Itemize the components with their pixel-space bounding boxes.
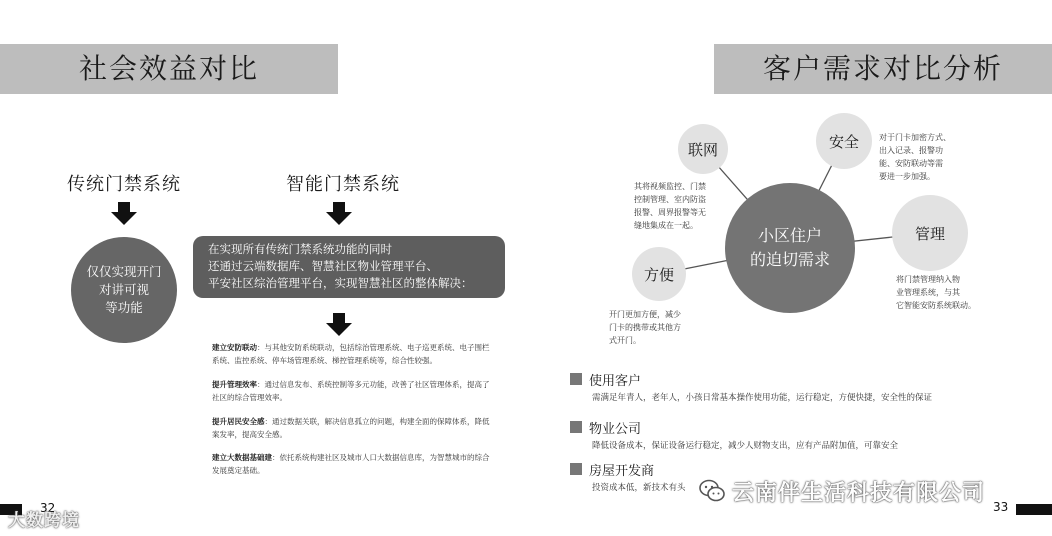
feature-title: 建立安防联动 [212,343,257,352]
feature-text: ：通过信息发布、系统控制等多元功能，改善了社区管理体系，提高了社区的综合管理效率。 [212,380,490,402]
note-management [896,273,976,312]
customer-desc: 降低设备成本，保证设备运行稳定，减少人财物支出，应有产品附加值，可靠安全 [592,441,899,451]
feature-title: 建立大数据基础建 [212,453,272,462]
feature-text: ：依托系统构建社区及城市人口大数据信息库，为智慧城市的综合发展奠定基础。 [212,453,490,475]
note-line: 开门更加方便，减少 [609,310,681,319]
feature-management-efficiency [212,378,492,404]
feature-title: 提升管理效率 [212,380,257,389]
note-line: 对于门卡加密方式、 [879,133,951,142]
resident-demand-circle [725,183,855,313]
square-bullet-icon [570,373,582,385]
page-number-mark [1016,504,1052,515]
note-line: 式开门。 [609,336,641,345]
wechat-icon [698,478,726,504]
note-line: 出入记录、报警功 [879,146,943,155]
note-security [879,131,951,183]
note-line: 报警、周界报警等无 [634,208,706,217]
page-number: 32 [40,501,56,515]
note-line: 能、安防联动等需 [879,159,943,168]
summary-line: 平安社区综治管理平台，实现智慧社区的整体解决： [208,276,473,290]
note-line: 缝地集成在一起。 [634,221,698,230]
circle-line: 等功能 [105,300,143,315]
traditional-function-circle [71,237,177,343]
feature-resident-safety [212,415,492,441]
customer-title: 房屋开发商 [589,463,655,479]
note-line: 门卡的携带或其他方 [609,323,681,332]
feature-security-linkage [212,341,492,367]
customer-title: 使用客户 [589,373,642,389]
customer-title: 物业公司 [589,421,642,437]
note-network [634,180,706,232]
square-bullet-icon [570,421,582,433]
note-line: 要进一步加强。 [879,172,935,181]
note-line: 其将视频监控、门禁 [634,182,706,191]
customer-desc: 投资成本低，新技术有头 [592,483,686,493]
feature-text: ：与其他安防系统联动，包括综治管理系统、电子巡更系统、电子围栏系统、监控系统、停车场管理系统、梯控管理系统等，综合性较强。 [212,343,490,365]
summary-line: 在实现所有传统门禁系统功能的同时 [208,242,392,256]
circle-line: 仅仅实现开门 [86,264,162,279]
smart-system-summary-box [193,236,505,298]
left-page-title: 社会效益对比 [0,44,338,94]
note-line: 业管理系统，与其 [896,288,960,297]
satellite-security: 安全 [816,113,872,169]
right-page-title: 客户需求对比分析 [714,44,1052,94]
center-line: 的迫切需求 [749,250,830,269]
satellite-network: 联网 [678,124,728,174]
summary-line: 还通过云端数据库、智慧社区物业管理平台、 [208,259,438,273]
watermark-text: 大数跨境 [8,511,80,531]
customer-property-company [570,419,990,451]
customer-users [570,371,990,403]
feature-text: ：通过数据关联，解决信息孤立的问题，构建全面的保障体系，降低案发率，提高安全感。 [212,417,490,439]
note-line: 将门禁管理纳入物 [896,275,960,284]
traditional-system-heading: 传统门禁系统 [67,174,181,195]
note-line: 它智能安防系统联动。 [896,301,976,310]
satellite-management: 管理 [892,195,968,271]
feature-title: 提升居民安全感 [212,417,265,426]
customer-desc: 需满足年青人，老年人，小孩日常基本操作使用功能，运行稳定，方便快捷，安全性的保证 [592,393,933,403]
note-line: 控制管理、室内防盗 [634,195,706,204]
center-line: 小区住户 [757,226,822,245]
circle-line: 对讲可视 [98,282,149,297]
right-page [526,0,1052,536]
page-number: 33 [993,500,1009,514]
satellite-convenience: 方便 [632,247,686,301]
note-convenience [609,308,681,347]
smart-system-heading: 智能门禁系统 [286,174,400,195]
feature-big-data [212,451,492,477]
square-bullet-icon [570,463,582,475]
watermark-text: 云南伴生活科技有限公司 [732,481,986,506]
